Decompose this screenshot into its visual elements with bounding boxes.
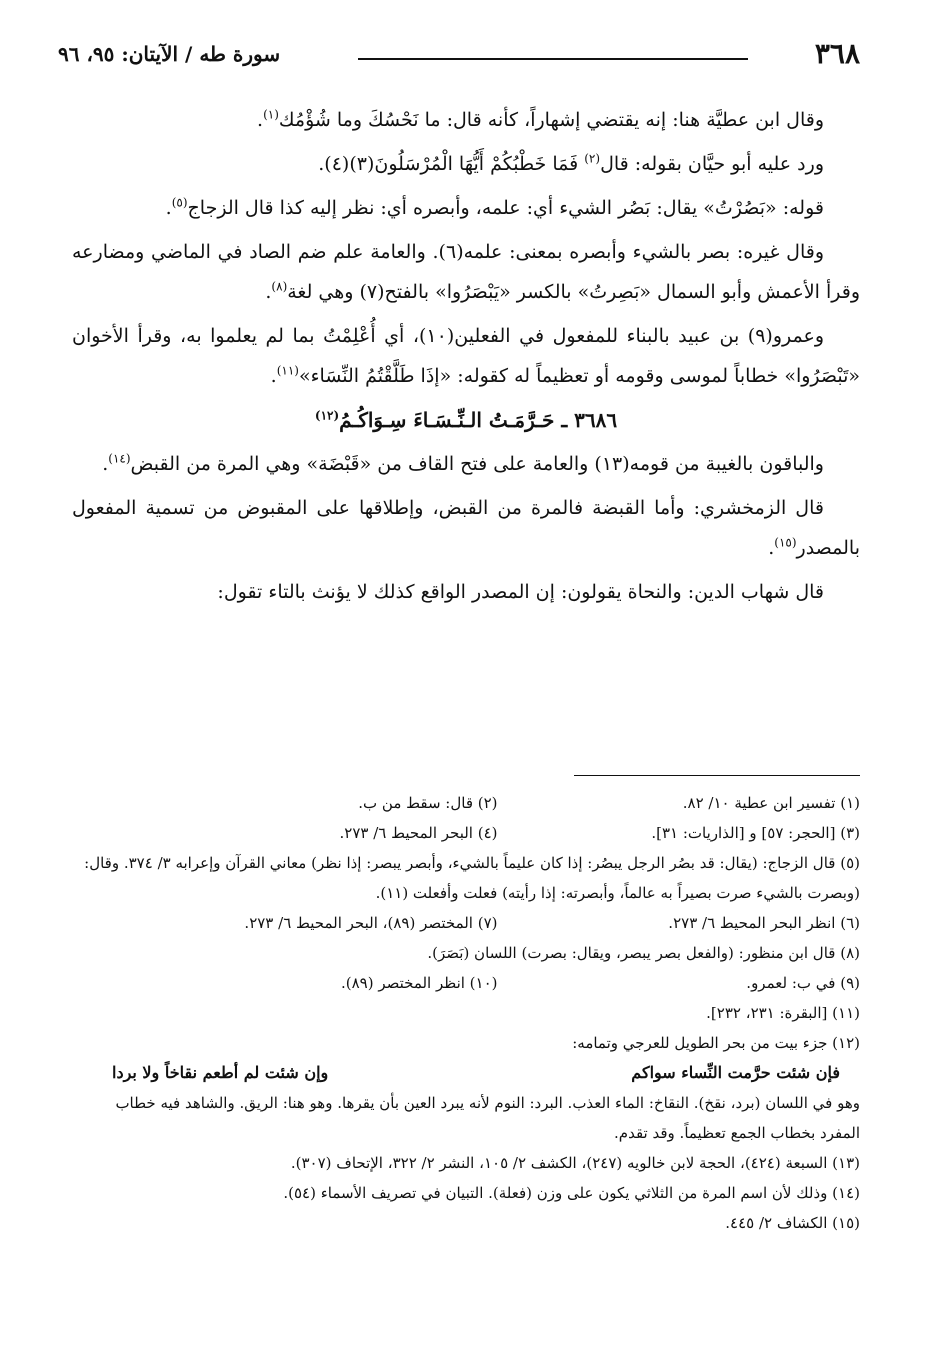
- paragraph: قال شهاب الدين: والنحاة يقولون: إن المصدر الواقع كذلك لا يؤنث بالتاء تقول:: [217, 581, 824, 603]
- footnote: (١٠) انظر المختصر (٨٩).: [340, 974, 498, 992]
- paragraph: وعمرو(٩) بن عبيد بالبناء للمفعول في الفعلين(١٠)، أي أُعْلِمْتُ بما لم يعلموا به، وقرأ الأخوان «تَبْصَرُوا» خطاباً لموسى وقومه أو تعظيماً له كقوله: «إذَا طَلَّقْتُمُ النِّسَاء»$^{(١١)}$.: [72, 325, 860, 387]
- footnote: (٧) المختصر (٨٩)، البحر المحيط ٦/ ٢٧٣.: [244, 914, 498, 932]
- footnote-row: [72, 968, 860, 998]
- header-rule: [358, 58, 748, 60]
- footnote: (٩) في ب: لعمرو.: [746, 974, 860, 992]
- paragraph: قال الزمخشري: وأما القبضة فالمرة من القبض، وإطلاقها على المقبوض من تسمية المفعول بالمصدر$^{(١٥)}$.: [72, 497, 860, 559]
- footnote-row: [72, 818, 860, 848]
- footnote: (١٢) جزء بيت من بحر الطويل للعرجي وتمامه:: [572, 1034, 860, 1052]
- running-header: [58, 34, 860, 74]
- verse-hemistich-first: فإن شئت حرَّمت النِّساء سواكم: [631, 1063, 840, 1082]
- verse-heading: ٣٦٨٦ ـ حَـرَّمَـتُ الـنِّـسَـاءَ سِـوَاكُـمُ$^{(١٢)}$: [314, 408, 618, 432]
- footnote: (١) تفسير ابن عطية ١٠/ ٨٢.: [682, 794, 860, 812]
- paragraph: وقال غيره: بصر بالشيء وأبصره بمعنى: علمه(٦). والعامة علم ضم الصاد في الماضي ومضارعه وقرأ الأعمش وأبو السمال «بَصِرتُ» بالكسر «يَبْصَرُوا» بالفتح(٧) وهي لغة$^{(٨)}$.: [72, 241, 860, 303]
- footnote: وهو في اللسان (برد، نقخ). النقاخ: الماء العذب. البرد: النوم لأنه يبرد العين بأن يقرها. وهو هنا: الريق. والشاهد فيه خطاب المفرد بخطاب الجمع تعظيماً. وقد تقدم.: [115, 1094, 860, 1142]
- footnote-separator: [574, 775, 860, 776]
- footnote-row: [72, 788, 860, 818]
- poetry-verse: [72, 1058, 860, 1088]
- footnote: (٥) قال الزجاج: (يقال: قد بصُر الرجل يبصُر: إذا كان عليماً بالشيء، وأبصر يبصر: إذا نظر) معاني القرآن وإعرابه ٣/ ٣٧٤. وقال: (وبصرت بالشيء صرت بصيراً به عالماً، وأبصرته: إذا رأيته) فعلت وأفعلت (١١).: [84, 854, 860, 902]
- footnote: (٨) قال ابن منظور: (والفعل بصر يبصر، ويقال: بصرت) اللسان (بَصَرَ).: [427, 944, 860, 962]
- footnote: (١٤) وذلك لأن اسم المرة من الثلاثي يكون على وزن (فعلة). التبيان في تصريف الأسماء (٥٤).: [283, 1184, 860, 1202]
- footnote: (٤) البحر المحيط ٦/ ٢٧٣.: [339, 824, 498, 842]
- paragraph: قوله: «بَصُرْتُ» يقال: بَصُر الشيء أي: علمه، وأبصره أي: نظر إليه كذا قال الزجاج$^{(٥)}$.: [165, 195, 824, 219]
- main-text: [72, 100, 860, 616]
- footnote-row: [72, 908, 860, 938]
- page-number: ٣٦٨: [814, 37, 860, 70]
- running-title: سورة طه / الآيتان: ٩٥، ٩٦: [58, 42, 281, 66]
- paragraph: والباقون بالغيبة من قومه(١٣) والعامة على فتح القاف من «قَبْضَة» وهي المرة من القبض$^{(١٤)}$.: [102, 451, 824, 475]
- footnotes: [72, 788, 860, 1238]
- footnote: (٣) [الحجر: ٥٧] و [الذاريات: ٣١].: [651, 824, 860, 842]
- footnote: (١٥) الكشاف ٢/ ٤٤٥.: [725, 1214, 860, 1232]
- footnote: (١٣) السبعة (٤٢٤)، الحجة لابن خالويه (٢٤٧)، الكشف ٢/ ١٠٥، النشر ٢/ ٣٢٢، الإتحاف (٣٠٧).: [290, 1154, 860, 1172]
- paragraph: وقال ابن عطيَّة هنا: إنه يقتضي إشهاراً، كأنه قال: ما نَحْسُكَ وما شُؤْمُك$^{(١)}$.: [257, 107, 824, 131]
- footnote: (٢) قال: سقط من ب.: [358, 794, 498, 812]
- footnote: (٦) انظر البحر المحيط ٦/ ٢٧٣.: [668, 914, 860, 932]
- paragraph: ورد عليه أبو حيَّان بقوله: قال$^{(٢)}$ فَمَا خَطْبُكُمْ أَيُّهَا الْمُرْسَلُونَ(٣)(٤).: [318, 151, 824, 175]
- verse-hemistich-second: وإن شئت لم أطعم نقاخاً ولا بردا: [112, 1063, 329, 1082]
- footnote: (١١) [البقرة: ٢٣١، ٢٣٢].: [706, 1004, 860, 1022]
